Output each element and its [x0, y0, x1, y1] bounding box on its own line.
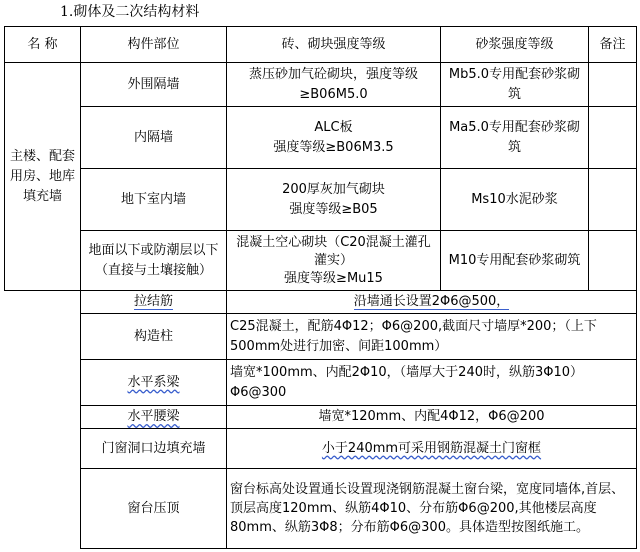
desc-cell [227, 291, 637, 314]
part-label: 水平系梁 [127, 374, 180, 390]
header-brick-grade: 砖、砌块强度等级 [227, 27, 441, 63]
brick-cell: 混凝土空心砌块（C20混凝土灌孔灌实） 强度等级≥Mu15 [227, 231, 441, 291]
part-cell: 门窗洞口边填充墙 [81, 429, 227, 469]
part-cell [81, 406, 227, 429]
desc-cell [227, 429, 637, 469]
note-cell [589, 107, 637, 169]
part-cell: 构造柱 [81, 314, 227, 360]
header-part: 构件部位 [81, 27, 227, 63]
brick-cell: 200厚灰加气砌块 强度等级≥B05 [227, 169, 441, 231]
empty-name-cell [5, 360, 81, 406]
table-row [5, 406, 637, 429]
table-row [5, 314, 637, 360]
part-cell [81, 360, 227, 406]
part-label: 拉结筋 [133, 294, 173, 309]
desc-text: 沿墙通长设置2Φ6@500， [353, 294, 510, 309]
header-note: 备注 [589, 27, 637, 63]
desc-cell: 墙宽*120mm、内配4Φ12，Φ6@200 [227, 406, 637, 429]
desc-cell: 窗台标高处设置通长设置现浇钢筋混凝土窗台梁，宽度同墙体,首层、顶层高度120mm、纵筋4Φ10、分布筋Φ6@200,其他楼层高度80mm、纵筋3Φ8；分布筋Φ6@300。具体造型按图纸施工。 [227, 469, 637, 549]
part-cell: 外围隔墙 [81, 63, 227, 107]
mortar-cell: M10专用配套砂浆砌筑 [441, 231, 589, 291]
section-heading: 1.砌体及二次结构材料 [60, 4, 200, 20]
table-row [5, 63, 637, 107]
table-row [5, 169, 637, 231]
empty-name-cell [5, 429, 81, 469]
table-row [5, 469, 637, 549]
header-name: 名 称 [5, 27, 81, 63]
part-cell: 窗台压顶 [81, 469, 227, 549]
group-label-cell: 主楼、配套用房、地库填充墙 [5, 63, 81, 291]
desc-text: 小于240mm可采用钢筋混凝土门窗框 [321, 440, 542, 456]
mortar-cell: Ms10水泥砂浆 [441, 169, 589, 231]
mortar-cell: Ma5.0专用配套砂浆砌筑 [441, 107, 589, 169]
table-row [5, 360, 637, 406]
table-row [5, 429, 637, 469]
table-row [5, 291, 637, 314]
desc-cell: C25混凝土，配筋4Φ12；Φ6@200,截面尺寸墙厚*200；（上下500mm处进行加密、间距100mm） [227, 314, 637, 360]
empty-name-cell [5, 291, 81, 314]
table-row [5, 231, 637, 291]
brick-cell: 蒸压砂加气砼砌块，强度等级≥B06M5.0 [227, 63, 441, 107]
table-header-row [5, 27, 637, 63]
header-mortar-grade: 砂浆强度等级 [441, 27, 589, 63]
empty-name-cell [5, 314, 81, 360]
brick-cell: ALC板 强度等级≥B06M3.5 [227, 107, 441, 169]
note-cell [589, 63, 637, 107]
material-spec-table [4, 26, 637, 549]
part-cell: 地面以下或防潮层以下（直接与土壤接触） [81, 231, 227, 291]
desc-cell: 墙宽*100mm、内配2Φ10，（墙厚大于240时，纵筋3Φ10）Φ6@300 [227, 360, 637, 406]
note-cell [589, 231, 637, 291]
note-cell [589, 169, 637, 231]
part-label: 水平腰梁 [127, 409, 180, 424]
table-row [5, 107, 637, 169]
part-cell: 地下室内墙 [81, 169, 227, 231]
empty-name-cell [5, 406, 81, 429]
mortar-cell: Mb5.0专用配套砂浆砌筑 [441, 63, 589, 107]
part-cell [81, 291, 227, 314]
empty-name-cell [5, 469, 81, 549]
part-cell: 内隔墙 [81, 107, 227, 169]
